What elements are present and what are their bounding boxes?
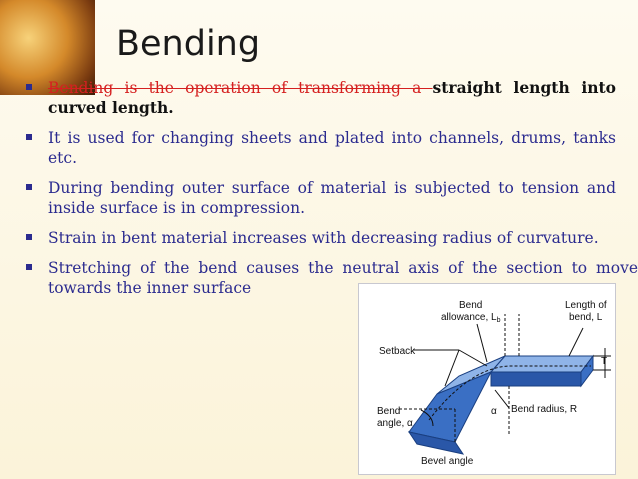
bend-allowance-label-2: allowance, $L_b$	[441, 312, 501, 324]
bending-diagram-svg	[359, 284, 615, 474]
bullet-text: Strain in bent material increases with decreasing radius of curvature.	[48, 229, 599, 247]
bullet-text: It is used for changing sheets and plated into channels, drums, tanks etc.	[48, 129, 616, 167]
bullet-square-icon	[26, 134, 32, 140]
bend-angle-label-1: Bend	[377, 406, 401, 417]
bullet-list	[26, 78, 638, 308]
length-of-bend-label-2: bend, L	[569, 312, 603, 323]
setback-leader	[459, 350, 487, 366]
bend-allowance-leader	[477, 324, 487, 362]
bending-diagram	[358, 283, 616, 475]
alpha-label: α	[491, 406, 497, 417]
bullet-item	[26, 178, 616, 218]
bullet-item	[26, 128, 616, 168]
thickness-label: T	[601, 356, 608, 367]
bend-radius-leader	[495, 390, 509, 408]
bend-angle-label-2: angle, α	[377, 418, 413, 429]
bend-allowance-label-1: Bend	[459, 300, 483, 311]
bullet-square-icon	[26, 264, 32, 270]
bullet-item	[26, 78, 616, 118]
bullet-square-icon	[26, 84, 32, 90]
bullet-text-strike: Bending is the operation of transforming a	[48, 79, 433, 97]
bullet-text: Stretching of the bend causes the neutral axis of the section to move towards the inner surface	[48, 259, 638, 297]
bend-radius-label: Bend radius, R	[511, 404, 578, 415]
bullet-square-icon	[26, 234, 32, 240]
bullet-item	[26, 228, 616, 248]
plate-horizontal-top	[491, 356, 593, 372]
bullet-text-bold: straight length into curved length.	[48, 78, 617, 117]
setback-label: Setback	[379, 346, 416, 357]
bullet-text: During bending outer surface of material is subjected to tension and inside surface is in compression.	[48, 179, 616, 217]
bullet-square-icon	[26, 184, 32, 190]
length-bend-leader	[569, 328, 583, 356]
bevel-angle-label: Bevel angle	[421, 456, 474, 467]
slide-title: Bending	[116, 24, 261, 64]
plate-inclined-front	[409, 372, 491, 442]
length-of-bend-label-1: Length of	[565, 300, 607, 311]
plate-horizontal-front	[491, 372, 581, 386]
